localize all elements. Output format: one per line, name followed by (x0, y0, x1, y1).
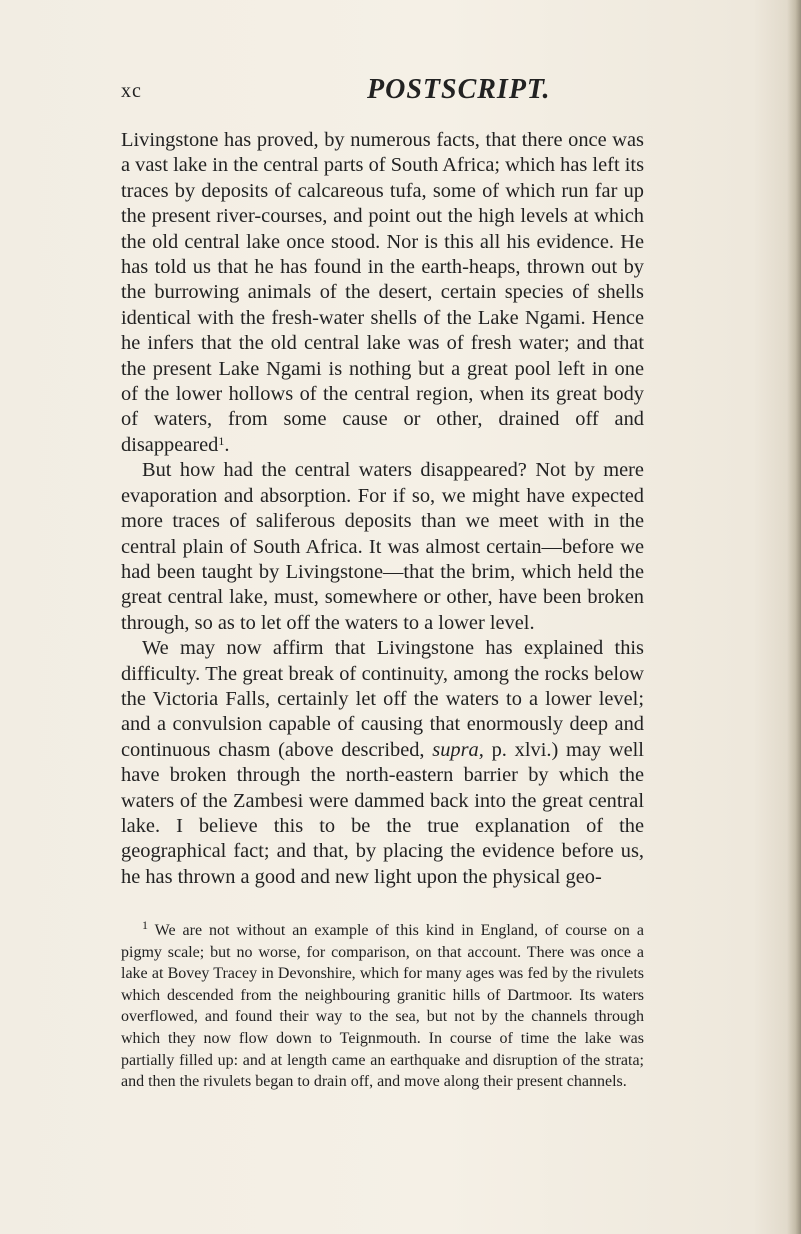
page-number: xc (121, 80, 142, 102)
paragraph-3-text-b: p. xlvi.) may well have broken through the north-eastern barrier by which the waters of the Zambesi were dammed back into the great central lake. I believe this to be the true explanation of the geographical fact; and that, by placing the evidence before us, he has thrown a good and new light upon the physical geo- (121, 738, 644, 888)
paragraph-3-italic: supra, (432, 738, 484, 761)
paragraph-3-text-a: We may now affirm that Livingstone has explained this difficulty. The great break of continuity, among the rocks below the Victoria Falls, certainly let off the waters to a lower level; and a convulsion capable of causing that enormously deep and continuous chasm (above described, (121, 637, 644, 761)
footnote-reference: 1 (218, 433, 225, 448)
footnotes (121, 920, 644, 1093)
paragraph-1 (121, 128, 644, 458)
footnote-1 (121, 920, 644, 1093)
paragraph-1-text: Livingstone has proved, by numerous facts, that there once was a vast lake in the central parts of South Africa; which has left its traces by deposits of calcareous tufa, some of which run far up the present river-courses, and point out the high levels at which the old central lake once stood. Nor is this all his evidence. He has told us that he has found in the earth-heaps, thrown out by the burrowing animals of the desert, certain species of shells identical with the fresh-water shells of the Lake Ngami. Hence he infers that the old central lake was of fresh water; and that the present Lake Ngami is nothing but a great pool left in one of the lower hollows of the central region, when its great body of waters, from some cause or other, drained off and disappeared (121, 129, 644, 456)
running-title: POSTSCRIPT. (367, 74, 551, 105)
paragraph-1-end: . (224, 433, 230, 456)
footnote-marker: 1 (142, 918, 148, 932)
main-text (121, 128, 644, 890)
paragraph-2 (121, 458, 644, 636)
paragraph-2-text: But how had the central waters disappeared? Not by mere evaporation and absorption. For if so, we might have expected more traces of saliferous deposits than we meet with in the central plain of South Africa. It was almost certain—before we had been taught by Livingstone—that the brim, which held the great central lake, must, somewhere or other, have been broken through, so as to let off the waters to a lower level. (121, 459, 644, 634)
paragraph-3 (121, 636, 644, 890)
page-edge-shadow (787, 0, 801, 1234)
footnote-text: We are not without an example of this kind in England, of course on a pigmy scale; but no worse, for comparison, on that account. There was once a lake at Bovey Tracey in Devonshire, which for many ages was fed by the rivulets which descended from the neighbouring granitic hills of Dartmoor. Its waters overflowed, and found their way to the sea, but not by the channels through which they now flow down to Teignmouth. In course of time the lake was partially filled up: and at length came an earthquake and disruption of the strata; and then the rivulets began to drain off, and move along their present channels. (121, 922, 644, 1091)
page-header (121, 74, 641, 110)
